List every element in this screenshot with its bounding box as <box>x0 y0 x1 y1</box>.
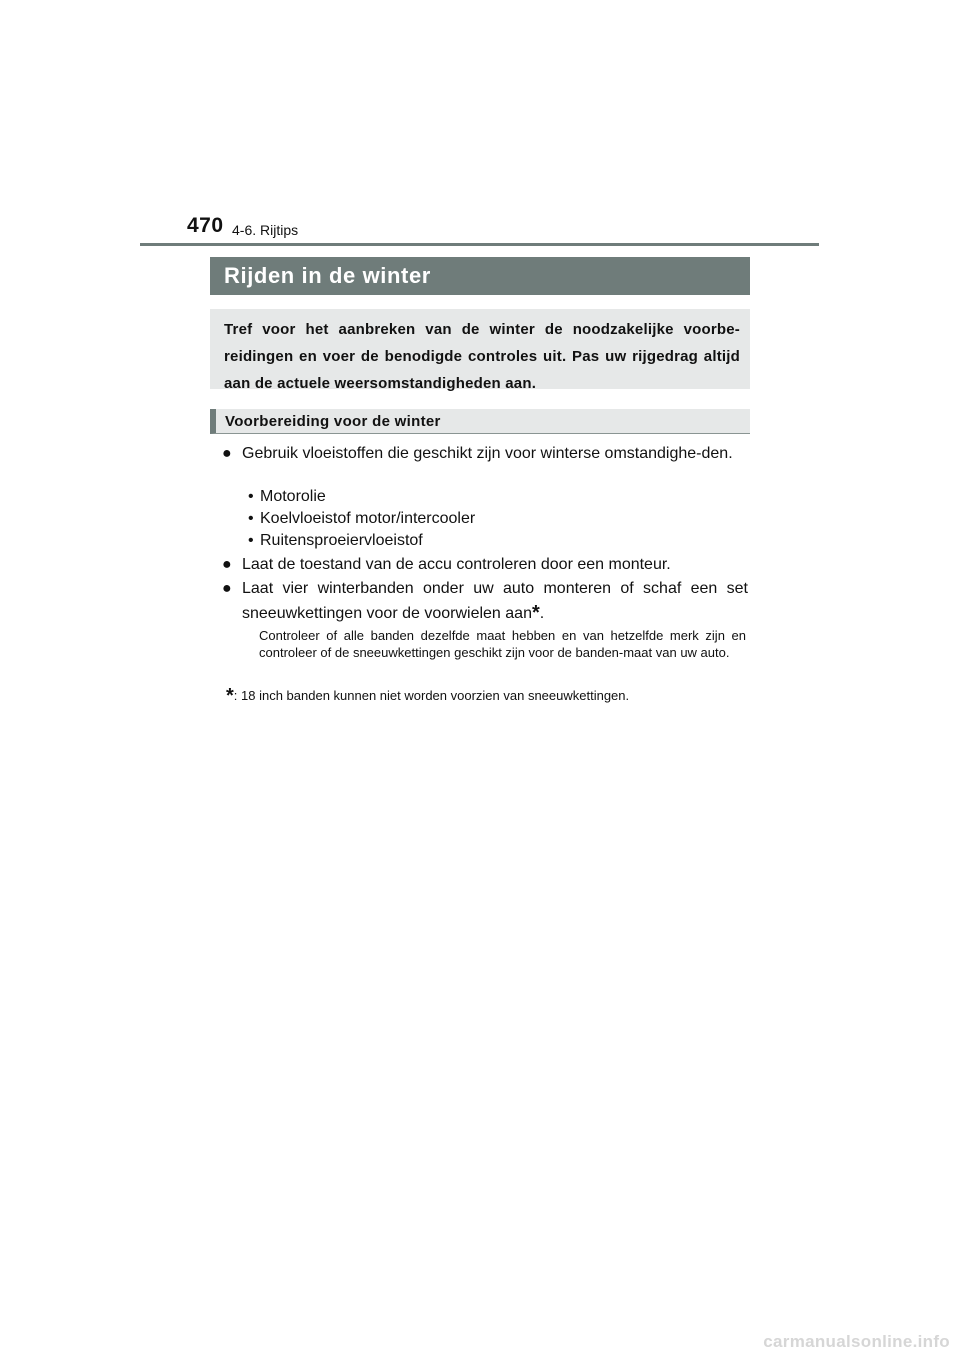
bullet-icon: ● <box>222 556 232 573</box>
subheading-bar <box>210 409 750 434</box>
page-title: Rijden in de winter <box>224 263 431 288</box>
watermark: carmanualsonline.info <box>763 1332 950 1351</box>
bullet-icon: ● <box>222 580 232 597</box>
list-item: • Motorolie <box>248 486 475 508</box>
bullet-end: . <box>539 605 545 622</box>
list-item: • Koelvloeistof motor/intercooler <box>248 508 475 530</box>
page-number: 470 <box>187 214 224 237</box>
list-item: • Ruitensproeiervloeistof <box>248 530 475 552</box>
section-label: 4-6. Rijtips <box>232 222 299 238</box>
bullet-text: Laat vier winterbanden onder uw auto monteren of schaf een set sneeuwkettingen voor de voorwielen aan <box>242 580 748 622</box>
sub-list <box>248 486 475 552</box>
footnote-text: : 18 inch banden kunnen niet worden voorzien van sneeuwkettingen. <box>233 688 630 703</box>
note-text: Controleer of alle banden dezelfde maat hebben en van hetzelfde merk zijn en controleer of de sneeuwkettingen geschikt zijn voor de banden-maat van uw auto. <box>259 628 746 660</box>
bullet-item <box>222 552 748 577</box>
bullet-icon: ● <box>222 445 232 462</box>
bullet-text: Gebruik vloeistoffen die geschikt zijn voor winterse omstandighe-den. <box>242 445 733 462</box>
bullet-item <box>222 576 748 626</box>
bullet-text: Laat de toestand van de accu controleren door een monteur. <box>242 556 671 573</box>
title-bar <box>210 257 750 295</box>
footnote-mark: * <box>226 685 234 707</box>
footnote <box>226 686 629 706</box>
bullet-text-wrap <box>242 576 748 626</box>
asterisk-mark: * <box>531 602 540 624</box>
intro-box: Tref voor het aanbreken van de winter de noodzakelijke voorbe-reidingen en voer de benodigde controles uit. Pas uw rijgedrag altijd aan de actuele weersomstandigheden aan. <box>210 309 750 389</box>
subheading: Voorbereiding voor de winter <box>225 413 441 430</box>
bullet-item <box>222 441 748 466</box>
header-rule <box>140 243 819 246</box>
